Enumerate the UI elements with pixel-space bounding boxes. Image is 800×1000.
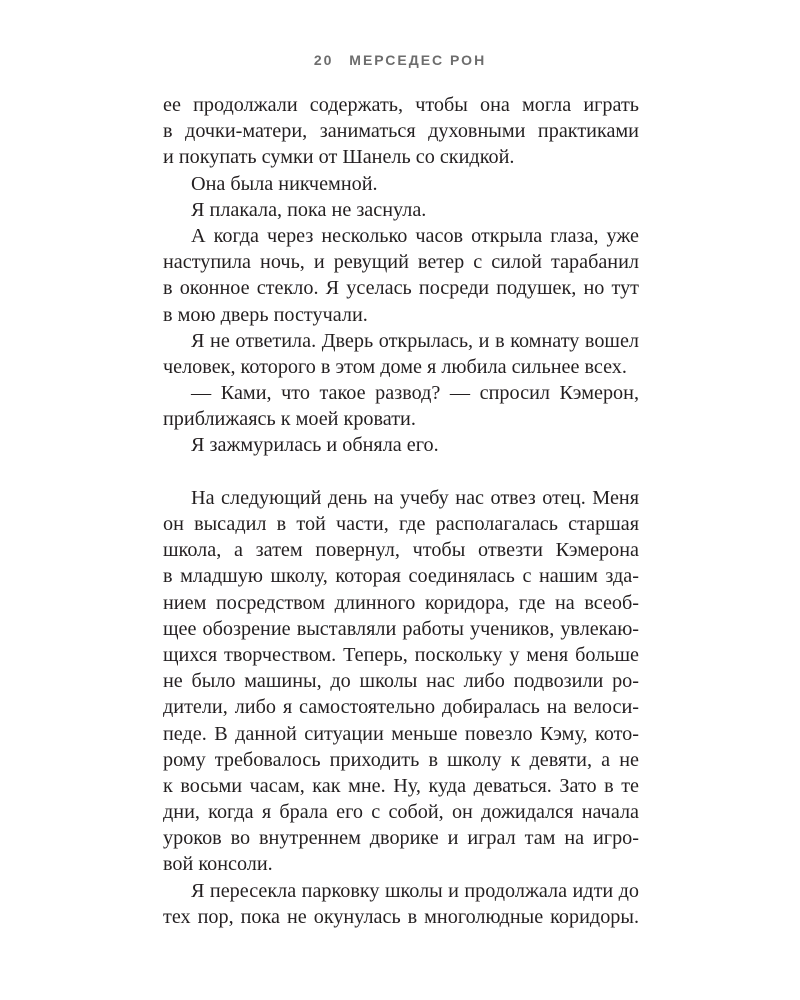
text-line: в мою дверь постучали. — [163, 303, 368, 326]
page-number: 20 — [313, 52, 334, 68]
text-line: вой консоли. — [163, 853, 273, 876]
text-line: не было машины, до школы нас либо подвозили ро- — [163, 670, 639, 693]
paragraph — [163, 171, 639, 197]
text-line: рому требовалось приходить в школу к девяти, а не — [163, 748, 639, 771]
paragraph — [163, 485, 639, 878]
text-line: в младшую школу, которая соединялась с нашим зда- — [163, 565, 639, 588]
text-line: наступила ночь, и ревущий ветер с силой тарабанил — [163, 251, 639, 274]
paragraph — [163, 197, 639, 223]
text-line: к восьми часам, как мне. Ну, куда деваться. Зато в те — [163, 774, 639, 797]
text-line: в дочки-матери, заниматься духовными практиками — [163, 120, 639, 143]
text-line: Я пересекла парковку школы и продолжала идти до — [191, 879, 639, 902]
text-line: дители, либо я самостоятельно добиралась на велоси- — [163, 696, 639, 719]
paragraph — [163, 223, 639, 328]
text-line: На следующий день на учебу нас отвез отец. Меня — [191, 486, 639, 509]
paragraph — [163, 432, 639, 458]
text-line: Я зажмурилась и обняла его. — [191, 434, 439, 457]
text-line: и покупать сумки от Шанель со скидкой. — [163, 146, 515, 169]
text-line: школа, а затем повернул, чтобы отвезти Кэмерона — [163, 539, 639, 562]
paragraph — [163, 328, 639, 380]
text-line: человек, которого в этом доме я любила сильнее всех. — [163, 355, 627, 378]
text-line: в оконное стекло. Я уселась посреди подушек, но тут — [163, 277, 639, 300]
text-line: он высадил в той части, где располагалась старшая — [163, 513, 639, 535]
text-line: уроков во внутреннем дворике и играл там на игро- — [163, 827, 639, 850]
text-line: щихся творчеством. Теперь, поскольку у меня больше — [163, 643, 639, 666]
text-line: педе. В данной ситуации меньше повезло Кэму, кото- — [163, 722, 639, 745]
text-line: щее обозрение выставляли работы учеников, увлекаю- — [163, 617, 639, 640]
body-text — [163, 92, 639, 930]
text-line: приближаясь к моей кровати. — [163, 408, 416, 431]
text-line: Я не ответила. Дверь открылась, и в комнату вошел — [191, 329, 639, 352]
text-line: Она была никчемной. — [191, 172, 378, 195]
text-line: тех пор, пока не окунулась в многолюдные коридоры. — [163, 905, 639, 928]
running-header-author: МЕРСЕДЕС РОН — [349, 52, 487, 68]
paragraph — [163, 92, 639, 171]
text-line: А когда через несколько часов открыла глаза, уже — [191, 224, 639, 247]
paragraph — [163, 380, 639, 432]
paragraph — [163, 878, 639, 930]
section-break — [163, 459, 639, 485]
text-line: нием посредством длинного коридора, где на всеоб- — [163, 591, 639, 614]
text-line: дни, когда я брала его с собой, он дожидался начала — [163, 801, 639, 824]
text-line: Я плакала, пока не заснула. — [191, 198, 427, 221]
text-line: — Ками, что такое развод? — спросил Кэмерон, — [191, 382, 639, 405]
text-line: ее продолжали содержать, чтобы она могла играть — [163, 94, 639, 116]
running-header — [0, 52, 800, 68]
